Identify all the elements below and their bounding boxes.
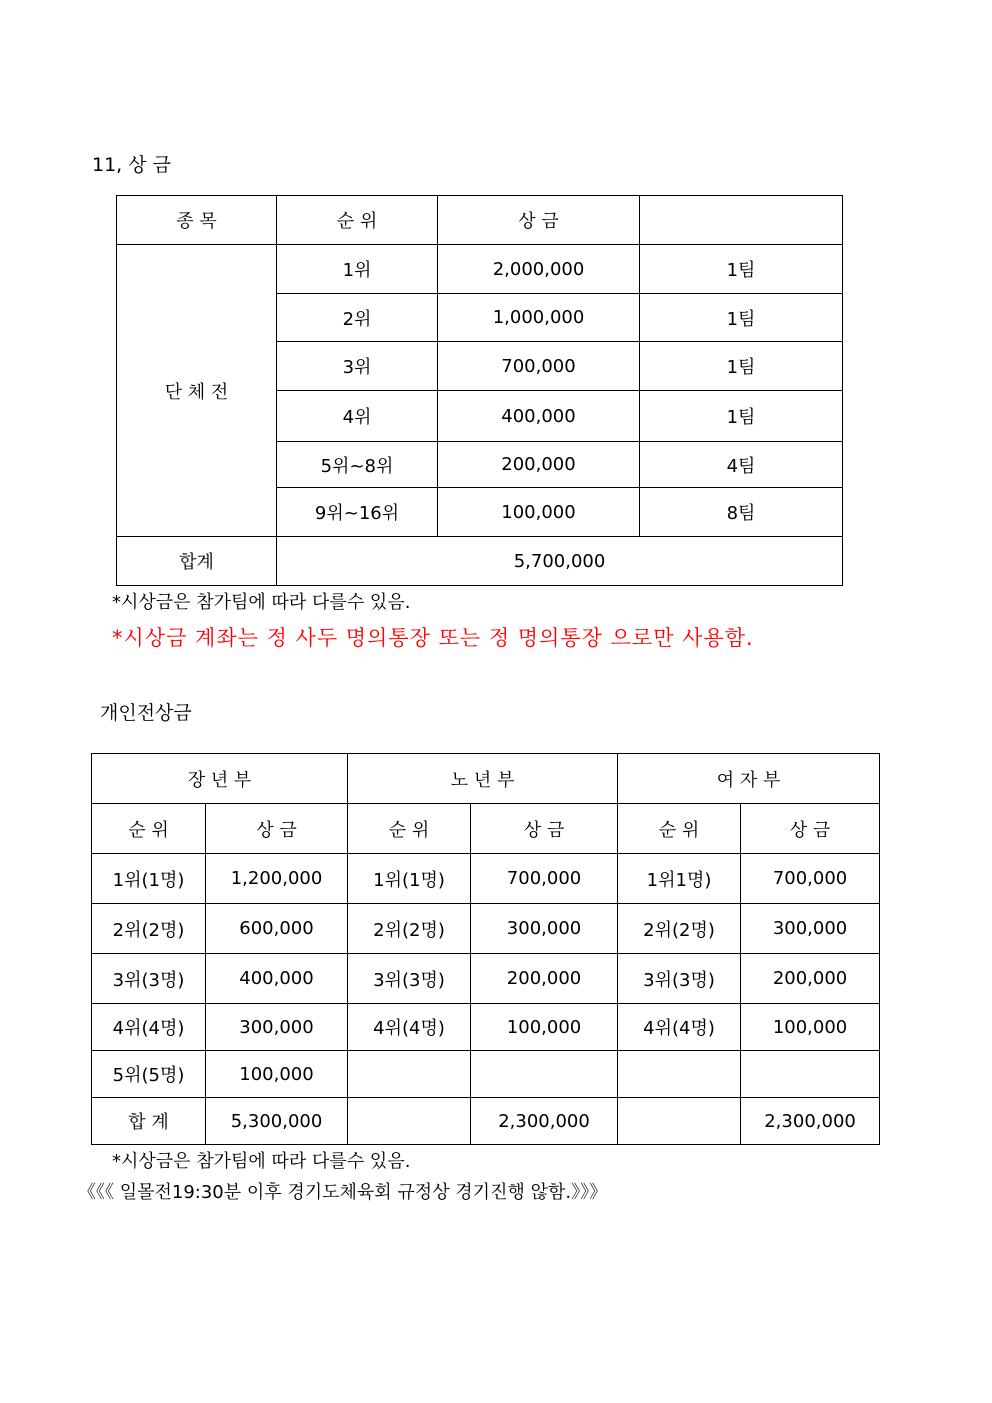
amount-cell: 200,000	[438, 442, 640, 488]
subheader-prize: 상 금	[471, 804, 618, 854]
individual-title: 개인전상금	[100, 702, 192, 724]
cell: 2위(2명)	[348, 904, 471, 954]
group-women: 여 자 부	[618, 754, 880, 804]
cell: 4위(4명)	[348, 1004, 471, 1051]
subheader-rank: 순 위	[92, 804, 206, 854]
note-prize-varies: *시상금은 참가팀에 따라 다를수 있음.	[112, 592, 411, 613]
table-row	[92, 904, 880, 954]
section-title: 11, 상 금	[92, 154, 172, 176]
cell: 300,000	[471, 904, 618, 954]
teams-cell: 1팀	[640, 342, 843, 391]
rank-cell: 2위	[277, 294, 438, 342]
cell	[471, 1051, 618, 1098]
cell: 100,000	[206, 1051, 348, 1098]
cell: 5위(5명)	[92, 1051, 206, 1098]
amount-cell: 100,000	[438, 488, 640, 537]
rank-cell: 4위	[277, 391, 438, 442]
cell: 3위(3명)	[618, 954, 741, 1004]
cell: 300,000	[206, 1004, 348, 1051]
cell: 400,000	[206, 954, 348, 1004]
cell: 3위(3명)	[92, 954, 206, 1004]
group-senior: 장 년 부	[92, 754, 348, 804]
total-value: 5,700,000	[277, 537, 843, 586]
amount-cell: 400,000	[438, 391, 640, 442]
cell	[741, 1051, 880, 1098]
header-prize: 상 금	[438, 196, 640, 245]
total-value: 2,300,000	[741, 1098, 880, 1145]
amount-cell: 700,000	[438, 342, 640, 391]
total-label: 합 계	[92, 1098, 206, 1145]
table-row	[92, 854, 880, 904]
amount-cell: 2,000,000	[438, 245, 640, 294]
total-row	[117, 537, 843, 586]
cell: 1위(1명)	[348, 854, 471, 904]
table-row	[92, 954, 880, 1004]
category-team: 단 체 전	[117, 245, 277, 537]
footer-sunset-note: 《《《 일몰전19:30분 이후 경기도체육회 규정상 경기진행 않함.》》》	[78, 1182, 608, 1203]
total-row	[92, 1098, 880, 1145]
teams-cell: 1팀	[640, 294, 843, 342]
rank-cell: 1위	[277, 245, 438, 294]
amount-cell: 1,000,000	[438, 294, 640, 342]
cell: 100,000	[471, 1004, 618, 1051]
cell: 100,000	[741, 1004, 880, 1051]
subheader-rank: 순 위	[348, 804, 471, 854]
cell: 200,000	[471, 954, 618, 1004]
subheader-rank: 순 위	[618, 804, 741, 854]
cell: 300,000	[741, 904, 880, 954]
note-account-warning: *시상금 계좌는 정 사두 명의통장 또는 정 명의통장 으로만 사용함.	[112, 626, 754, 650]
cell: 4위(4명)	[92, 1004, 206, 1051]
total-value: 2,300,000	[471, 1098, 618, 1145]
cell	[348, 1098, 471, 1145]
group-elderly: 노 년 부	[348, 754, 618, 804]
cell: 1위1명)	[618, 854, 741, 904]
cell: 1위(1명)	[92, 854, 206, 904]
note-prize-varies-2: *시상금은 참가팀에 따라 다를수 있음.	[112, 1151, 411, 1172]
teams-cell: 1팀	[640, 245, 843, 294]
rank-cell: 3위	[277, 342, 438, 391]
cell: 700,000	[471, 854, 618, 904]
subheader-row	[92, 804, 880, 854]
cell: 700,000	[741, 854, 880, 904]
table-header-row	[117, 196, 843, 245]
cell: 2위(2명)	[92, 904, 206, 954]
subheader-prize: 상 금	[206, 804, 348, 854]
total-value: 5,300,000	[206, 1098, 348, 1145]
cell: 2위(2명)	[618, 904, 741, 954]
table-row	[92, 1004, 880, 1051]
subheader-prize: 상 금	[741, 804, 880, 854]
cell	[618, 1051, 741, 1098]
teams-cell: 1팀	[640, 391, 843, 442]
teams-cell: 8팀	[640, 488, 843, 537]
cell: 1,200,000	[206, 854, 348, 904]
cell: 3위(3명)	[348, 954, 471, 1004]
rank-cell: 9위~16위	[277, 488, 438, 537]
total-label: 합계	[117, 537, 277, 586]
cell: 4위(4명)	[618, 1004, 741, 1051]
rank-cell: 5위~8위	[277, 442, 438, 488]
table-row	[92, 1051, 880, 1098]
teams-cell: 4팀	[640, 442, 843, 488]
header-blank	[640, 196, 843, 245]
header-rank: 순 위	[277, 196, 438, 245]
table-row	[117, 245, 843, 294]
cell	[348, 1051, 471, 1098]
individual-prize-table	[91, 753, 880, 1145]
cell: 200,000	[741, 954, 880, 1004]
cell	[618, 1098, 741, 1145]
group-header-row	[92, 754, 880, 804]
team-prize-table	[116, 195, 843, 586]
cell: 600,000	[206, 904, 348, 954]
header-event: 종 목	[117, 196, 277, 245]
